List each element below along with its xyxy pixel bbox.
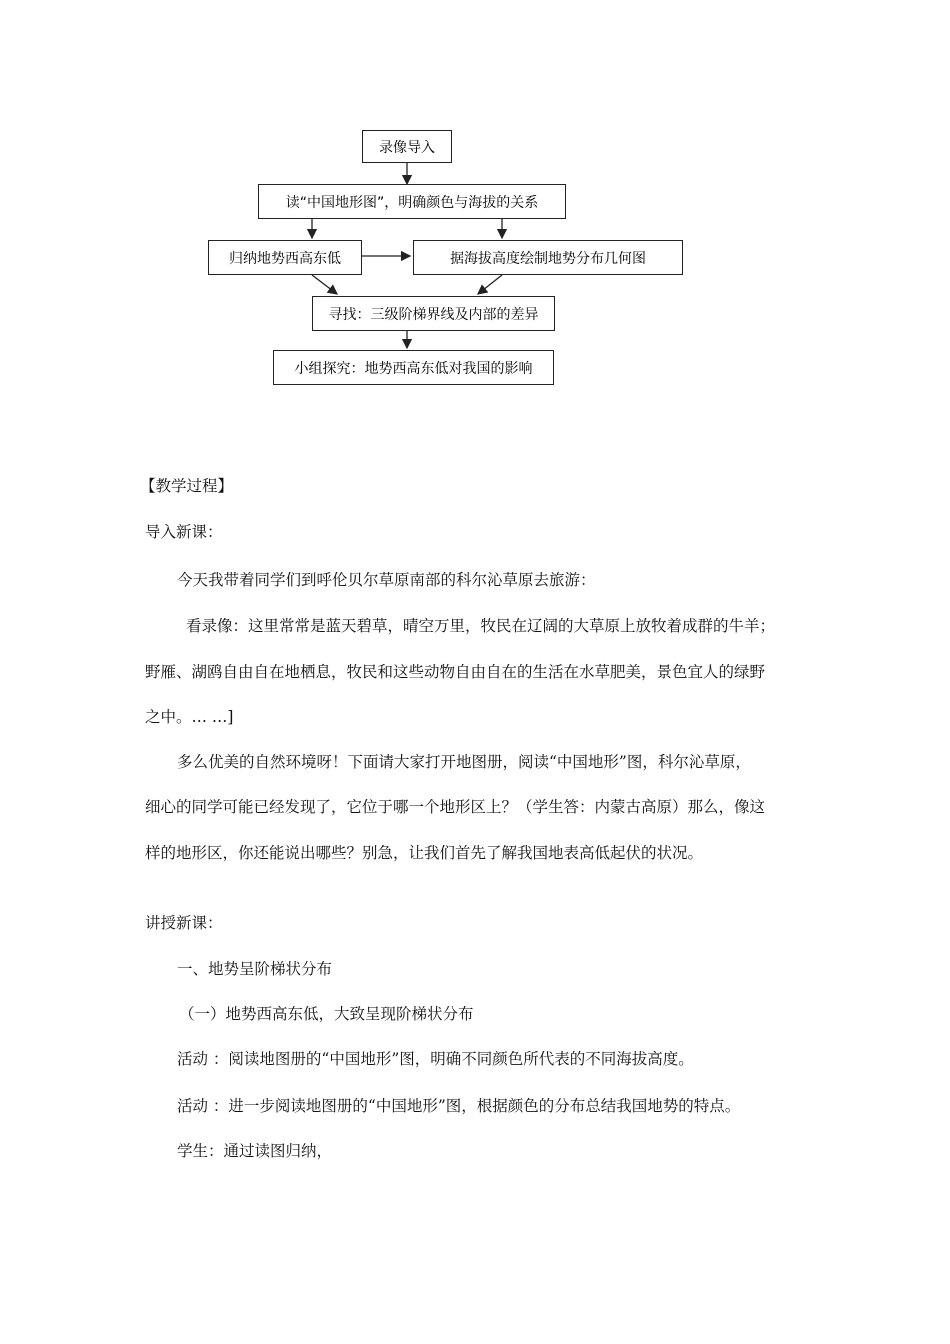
flow-box-summarize-terrain: 归纳地势西高东低 [208, 240, 362, 275]
activity-2: 活动 ：进一步阅读地图册的“中国地形”图，根据颜色的分布总结我国地势的特点。 [177, 1097, 741, 1115]
subsection-1-title: （一）地势西高东低，大致呈现阶梯状分布 [179, 1005, 474, 1023]
flow-box-draw-diagram: 据海拔高度绘制地势分布几何图 [413, 240, 683, 275]
intro-label: 导入新课： [145, 523, 223, 541]
paragraph-3-line-3: 样的地形区，你还能说出哪些？别急，让我们首先了解我国地表高低起伏的状况。 [145, 844, 704, 862]
student-note: 学生：通过读图归纳， [177, 1142, 333, 1160]
section-heading: 【教学过程】 [140, 477, 234, 495]
flow-box-read-map: 读“中国地形图”，明确颜色与海拔的关系 [258, 184, 566, 219]
paragraph-2-line-1: 看录像：这里常常是蓝天碧草，晴空万里，牧民在辽阔的大草原上放牧着成群的牛羊； [186, 617, 776, 635]
arrow-3-5 [312, 275, 337, 294]
paragraph-1: 今天我带着同学们到呼伦贝尔草原南部的科尔沁草原去旅游： [177, 571, 596, 589]
arrow-4-5 [478, 275, 502, 294]
flow-box-group-inquiry: 小组探究：地势西高东低对我国的影响 [273, 350, 554, 385]
teach-label: 讲授新课： [145, 914, 223, 932]
activity-1: 活动 ：阅读地图册的“中国地形”图，明确不同颜色所代表的不同海拔高度。 [177, 1050, 694, 1068]
paragraph-3-line-1: 多么优美的自然环境呀！下面请大家打开地图册，阅读“中国地形”图，科尔沁草原， [177, 753, 751, 771]
paragraph-3-line-2: 细心的同学可能已经发现了，它位于哪一个地形区上？（学生答：内蒙古高原）那么，像这 [145, 798, 766, 816]
paragraph-2-line-2: 野雁、湖鸥自由自在地栖息，牧民和这些动物自由自在的生活在水草肥美，景色宜人的绿野 [145, 663, 766, 681]
paragraph-2-line-3: 之中。… …] [145, 708, 234, 726]
section-1-title: 一、地势呈阶梯状分布 [177, 960, 333, 978]
flow-box-find-boundaries: 寻找：三级阶梯界线及内部的差异 [312, 296, 555, 331]
flow-box-video-intro: 录像导入 [362, 130, 452, 163]
